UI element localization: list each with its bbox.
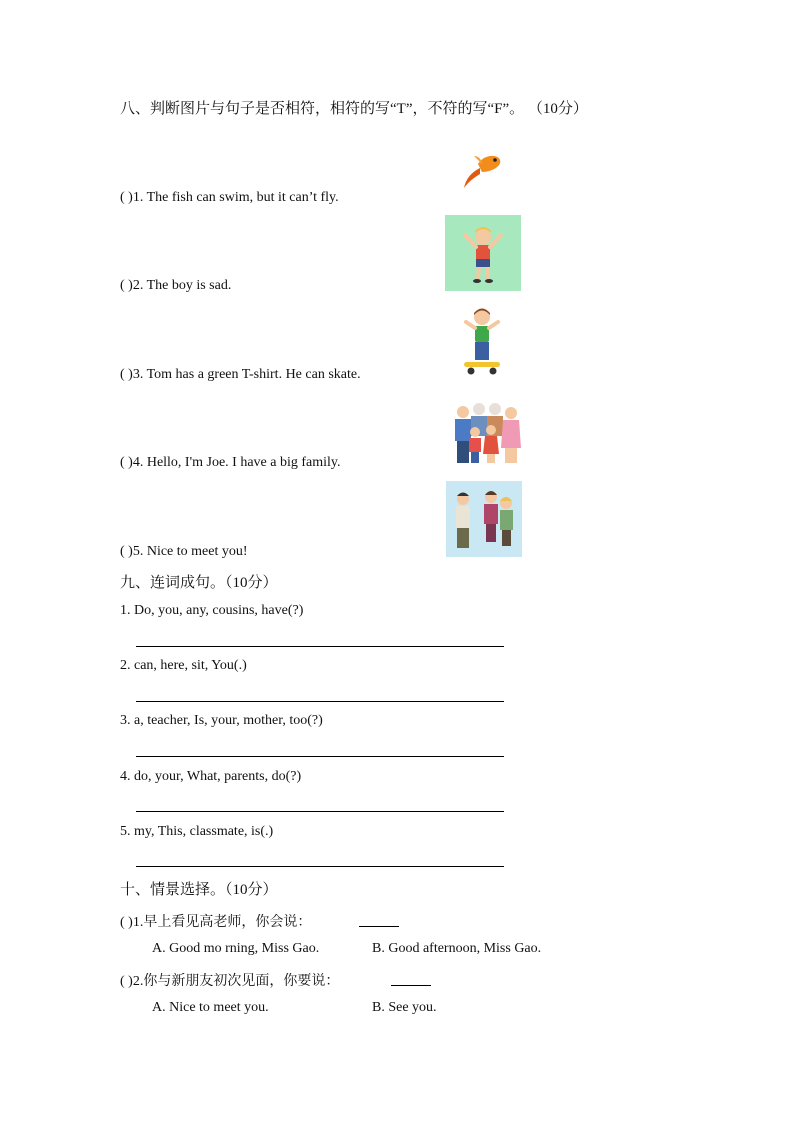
answer-line-4[interactable] — [136, 811, 504, 812]
skateboard-boy-picture — [458, 306, 506, 378]
answer-line-5[interactable] — [136, 866, 504, 867]
question-text: 2.你与新朋友初次见面，你要说： — [132, 974, 340, 989]
answer-line-2[interactable] — [136, 701, 504, 702]
section9-item-2: 2. can, here, sit, You(.) — [120, 658, 247, 673]
answer-bracket[interactable]: ( ) — [120, 915, 133, 930]
section8-item-2 — [120, 278, 231, 294]
section9-title: 九、连词成句。（10分） — [120, 575, 278, 591]
section9-item-4: 4. do, your, What, parents, do(?) — [120, 769, 302, 784]
answer-blank-1[interactable] — [359, 926, 399, 927]
option-b-2: B. See you. — [372, 1000, 437, 1015]
meeting-friends-picture — [446, 481, 522, 557]
item-text: 2. The boy is sad. — [132, 278, 232, 293]
goldfish-picture — [458, 150, 504, 190]
section9-item-1: 1. Do, you, any, cousins, have(?) — [120, 603, 304, 618]
answer-bracket[interactable]: ( ) — [120, 190, 133, 205]
section8-item-5 — [120, 544, 248, 560]
answer-bracket[interactable]: ( ) — [120, 367, 133, 382]
item-text: 3. Tom has a green T-shirt. He can skate. — [132, 367, 361, 382]
section8-item-1 — [120, 190, 339, 206]
answer-bracket[interactable]: ( ) — [120, 278, 133, 293]
option-b-1: B. Good afternoon, Miss Gao. — [372, 941, 542, 956]
answer-bracket[interactable]: ( ) — [120, 974, 133, 989]
section10-title: 十、情景选择。（10分） — [120, 882, 278, 898]
answer-bracket[interactable]: ( ) — [120, 455, 133, 470]
answer-line-1[interactable] — [136, 646, 504, 647]
section10-question-1 — [120, 911, 311, 931]
section8-title: 八、判断图片与句子是否相符，相符的写“T”，不符的写“F”。 （10分） — [120, 101, 588, 117]
big-family-picture — [449, 400, 525, 468]
question-text: 1.早上看见高老师，你会说： — [132, 915, 312, 930]
answer-blank-2[interactable] — [391, 985, 431, 986]
section8-item-4 — [120, 455, 341, 471]
item-text: 4. Hello, I'm Joe. I have a big family. — [132, 455, 341, 470]
item-text: 1. The fish can swim, but it can’t fly. — [132, 190, 339, 205]
happy-boy-picture — [445, 215, 521, 291]
option-a-1: A. Good mo rning, Miss Gao. — [152, 941, 320, 956]
answer-bracket[interactable]: ( ) — [120, 544, 133, 559]
section8-item-3 — [120, 367, 361, 383]
option-a-2: A. Nice to meet you. — [152, 1000, 269, 1015]
item-text: 5. Nice to meet you! — [132, 544, 248, 559]
section9-item-3: 3. a, teacher, Is, your, mother, too(?) — [120, 713, 323, 728]
answer-line-3[interactable] — [136, 756, 504, 757]
section9-item-5: 5. my, This, classmate, is(.) — [120, 824, 274, 839]
section10-question-2 — [120, 970, 339, 990]
